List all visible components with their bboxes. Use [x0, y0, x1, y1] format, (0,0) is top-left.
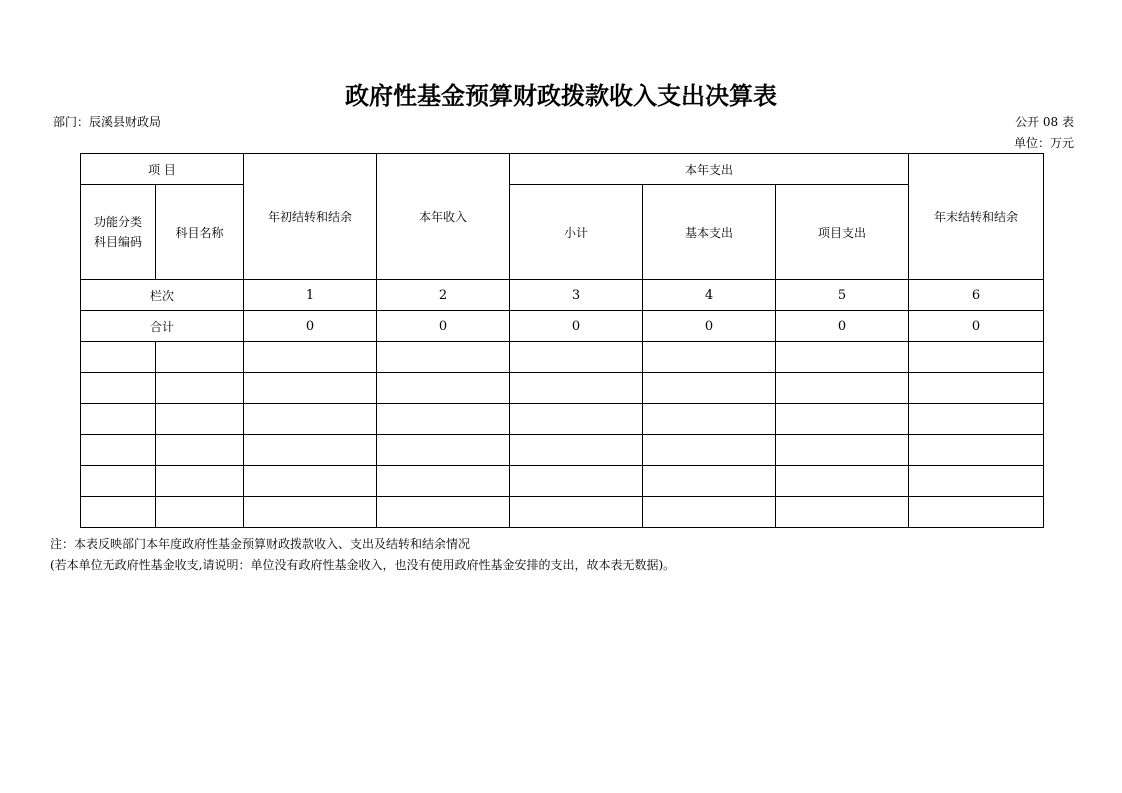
total-value: 0 — [643, 311, 776, 342]
empty-cell — [909, 497, 1044, 528]
total-value: 0 — [909, 311, 1044, 342]
empty-cell — [643, 466, 776, 497]
column-index-row — [81, 280, 1044, 311]
header-subtotal: 小计 — [510, 185, 643, 280]
header-opening-balance: 年初结转和结余 — [244, 154, 377, 280]
empty-cell — [510, 373, 643, 404]
empty-cell — [377, 466, 510, 497]
empty-cell — [377, 497, 510, 528]
empty-cell — [776, 373, 909, 404]
empty-cell — [510, 466, 643, 497]
empty-cell — [776, 466, 909, 497]
header-income: 本年收入 — [377, 154, 510, 280]
total-row — [81, 311, 1044, 342]
empty-cell — [156, 373, 244, 404]
empty-cell — [643, 342, 776, 373]
empty-cell — [244, 435, 377, 466]
empty-row — [81, 435, 1044, 466]
col-number: 3 — [510, 280, 643, 311]
empty-cell — [156, 466, 244, 497]
empty-cell — [81, 497, 156, 528]
empty-cell — [244, 404, 377, 435]
empty-cell — [510, 404, 643, 435]
empty-cell — [510, 497, 643, 528]
empty-row — [81, 466, 1044, 497]
note-line-2: (若本单位无政府性基金收支,请说明：单位没有政府性基金收入，也没有使用政府性基金安排的支出，故本表无数据)。 — [50, 558, 676, 572]
empty-cell — [643, 373, 776, 404]
empty-cell — [244, 342, 377, 373]
header-closing-balance: 年末结转和结余 — [909, 154, 1044, 280]
empty-cell — [156, 404, 244, 435]
header-func-code-line1: 功能分类 — [93, 215, 142, 229]
empty-cell — [776, 435, 909, 466]
empty-cell — [776, 342, 909, 373]
empty-cell — [909, 435, 1044, 466]
empty-cell — [909, 342, 1044, 373]
col-number: 5 — [776, 280, 909, 311]
empty-cell — [244, 497, 377, 528]
empty-cell — [156, 435, 244, 466]
empty-cell — [643, 497, 776, 528]
col-number: 6 — [909, 280, 1044, 311]
empty-cell — [377, 373, 510, 404]
budget-table — [80, 153, 1044, 528]
empty-row — [81, 342, 1044, 373]
total-value: 0 — [510, 311, 643, 342]
empty-cell — [81, 435, 156, 466]
total-value: 0 — [244, 311, 377, 342]
header-func-code-line2: 科目编码 — [93, 235, 142, 249]
empty-cell — [81, 342, 156, 373]
empty-cell — [377, 435, 510, 466]
empty-cell — [81, 404, 156, 435]
header-func-code — [81, 185, 156, 280]
col-index-label: 栏次 — [81, 280, 244, 311]
empty-cell — [377, 342, 510, 373]
unit-label: 单位：万元 — [1013, 136, 1074, 150]
empty-cell — [244, 373, 377, 404]
empty-cell — [776, 404, 909, 435]
empty-cell — [81, 373, 156, 404]
empty-cell — [643, 435, 776, 466]
empty-row — [81, 373, 1044, 404]
col-number: 4 — [643, 280, 776, 311]
empty-cell — [909, 404, 1044, 435]
total-value: 0 — [377, 311, 510, 342]
form-number: 公开 08 表 — [1015, 115, 1074, 129]
col-number: 1 — [244, 280, 377, 311]
header-project-exp: 项目支出 — [776, 185, 909, 280]
header-item: 项 目 — [81, 154, 244, 185]
header-subject-name: 科目名称 — [156, 185, 244, 280]
col-number: 2 — [377, 280, 510, 311]
empty-cell — [156, 342, 244, 373]
page-title: 政府性基金预算财政拨款收入支出决算表 — [345, 82, 777, 110]
empty-row — [81, 404, 1044, 435]
total-value: 0 — [776, 311, 909, 342]
empty-cell — [156, 497, 244, 528]
header-basic-exp: 基本支出 — [643, 185, 776, 280]
total-label: 合计 — [81, 311, 244, 342]
header-expenditure: 本年支出 — [510, 154, 909, 185]
note-line-1: 注：本表反映部门本年度政府性基金预算财政拨款收入、支出及结转和结余情况 — [50, 537, 471, 551]
empty-cell — [244, 466, 377, 497]
empty-cell — [643, 404, 776, 435]
department-label: 部门：辰溪县财政局 — [53, 115, 162, 129]
empty-cell — [510, 342, 643, 373]
empty-cell — [909, 466, 1044, 497]
empty-cell — [776, 497, 909, 528]
empty-cell — [510, 435, 643, 466]
empty-cell — [909, 373, 1044, 404]
empty-cell — [377, 404, 510, 435]
empty-cell — [81, 466, 156, 497]
empty-row — [81, 497, 1044, 528]
